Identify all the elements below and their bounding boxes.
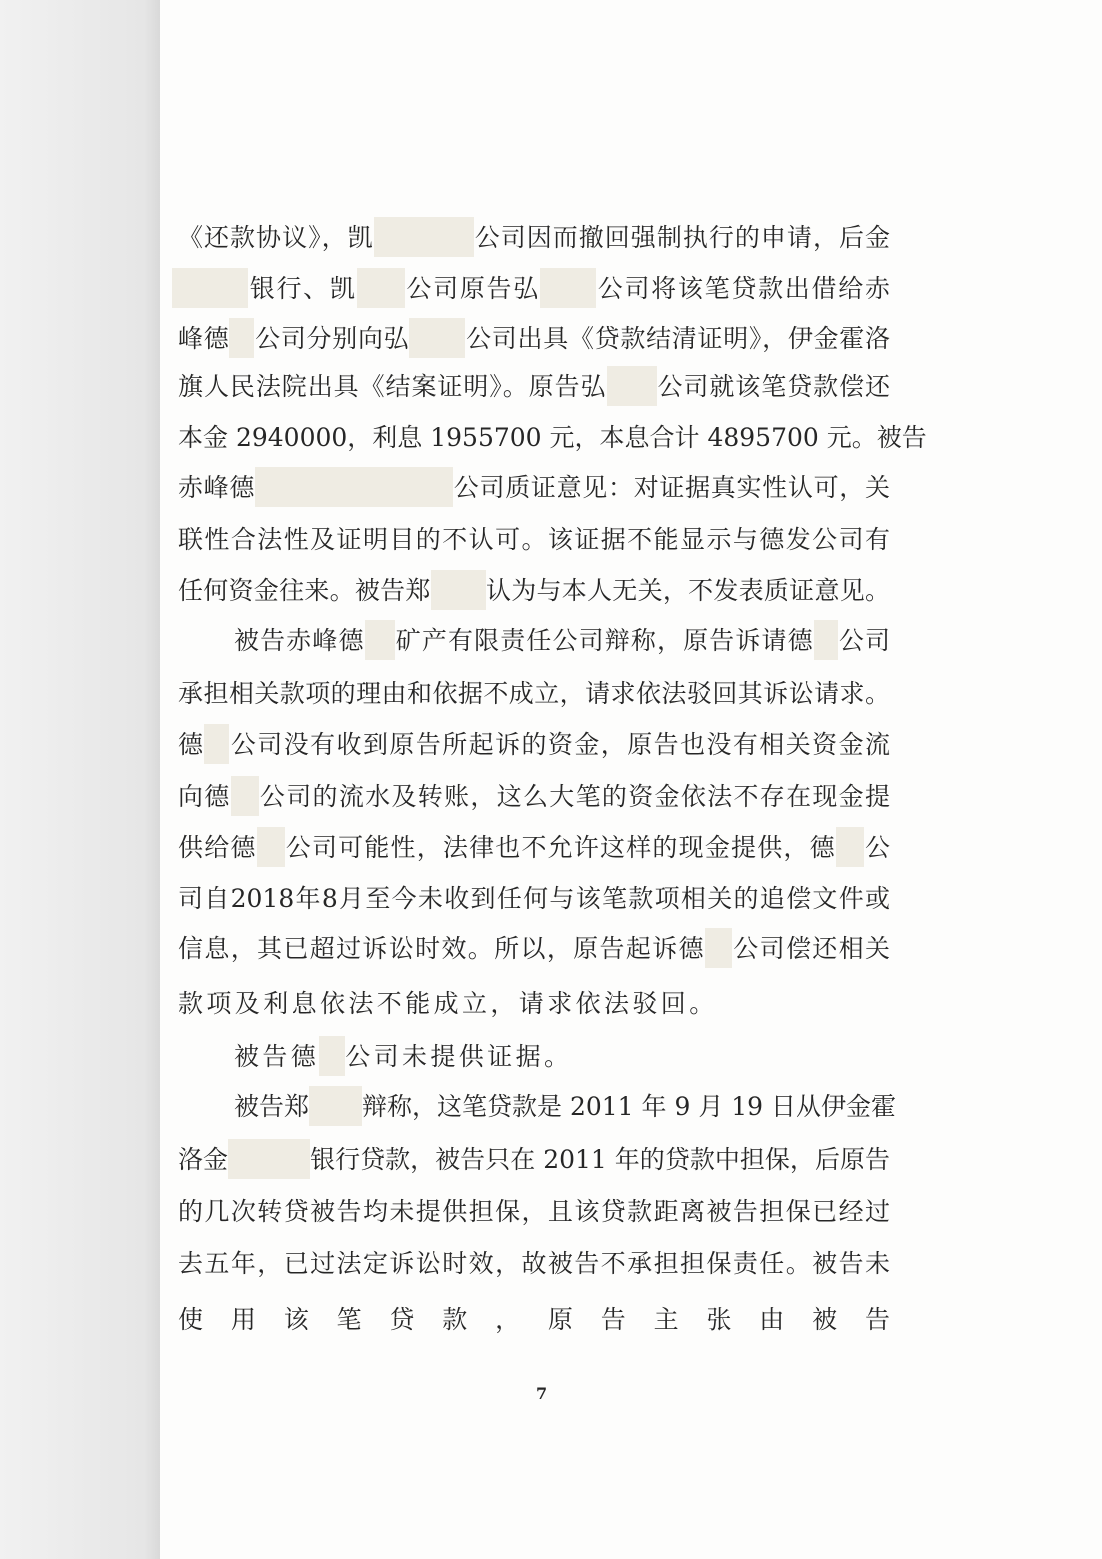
text-line	[178, 1143, 890, 1177]
text-line	[178, 1195, 890, 1229]
redaction	[255, 467, 453, 507]
redaction	[365, 620, 395, 660]
text: 公司未提供证据。	[345, 1042, 573, 1071]
text-line	[178, 322, 890, 356]
text-line	[178, 421, 927, 455]
text-line	[178, 471, 890, 505]
text: 司自2018年8月至今未收到任何与该笔款项相关的追偿文件或	[178, 884, 890, 913]
text: 银行贷款，被告只在 2011 年的贷款中担保，后原告	[310, 1145, 890, 1174]
redaction	[431, 570, 486, 610]
text: 公司的流水及转账，这么大笔的资金依法不存在现金提	[258, 782, 890, 811]
text: 公司偿还相关	[731, 934, 890, 963]
redaction	[540, 268, 596, 308]
text: 供给德	[178, 833, 257, 862]
text: 公司因而撤回强制执行的申请，后金	[473, 223, 890, 252]
redaction	[705, 928, 732, 968]
page-number: 7	[536, 1384, 548, 1403]
text-line	[178, 1303, 890, 1337]
text: 公司可能性，法律也不允许这样的现金提供，德	[284, 833, 836, 862]
redaction	[172, 268, 248, 308]
redaction	[836, 827, 864, 867]
redaction	[229, 318, 254, 358]
redaction	[409, 318, 465, 358]
redaction	[814, 620, 838, 660]
text-line	[178, 987, 890, 1021]
text: 本金 2940000，利息 1955700 元，本息合计 4895700 元。被告	[178, 423, 927, 452]
redaction	[228, 1139, 310, 1179]
redaction	[319, 1036, 345, 1076]
text: 承担相关款项的理由和依据不成立，请求依法驳回其诉讼请求。	[178, 679, 890, 708]
text: 使用该笔贷款，原告主张由被告	[178, 1305, 890, 1334]
text: 赤峰德	[178, 473, 256, 502]
text-line	[178, 780, 890, 814]
text-line	[234, 624, 890, 658]
text: 公司没有收到原告所起诉的资金，原告也没有相关资金流	[229, 730, 890, 759]
text: 公司将该笔贷款出借给赤	[596, 274, 890, 303]
redaction	[309, 1086, 362, 1126]
text: 公司原告弘	[404, 274, 540, 303]
text: 峰德	[178, 324, 230, 353]
redaction	[257, 827, 285, 867]
scan-edge	[0, 0, 160, 1559]
text: 矿产有限责任公司辩称，原告诉请德	[394, 626, 814, 655]
text-line	[178, 677, 890, 711]
text: 公司就该笔贷款偿还	[656, 372, 890, 401]
text-line	[178, 272, 890, 306]
text: 信息，其已超过诉讼时效。所以，原告起诉德	[178, 934, 705, 963]
text: 洛金	[178, 1145, 229, 1174]
text-line	[178, 574, 890, 608]
redaction	[607, 366, 657, 406]
text-line	[178, 831, 890, 865]
text-line	[178, 1247, 890, 1281]
text: 公司质证意见：对证据真实性认可，关	[453, 473, 890, 502]
text: 被告赤峰德	[234, 626, 365, 655]
redaction	[374, 217, 474, 257]
text: 联性合法性及证明目的不认可。该证据不能显示与德发公司有	[178, 525, 890, 554]
text: 的几次转贷被告均未提供担保，且该贷款距离被告担保已经过	[178, 1197, 890, 1226]
text-line	[234, 1040, 890, 1074]
text: 款项及利息依法不能成立，请求依法驳回。	[178, 989, 718, 1018]
text-line	[178, 728, 890, 762]
text: 公司	[837, 626, 890, 655]
text: 德	[178, 730, 205, 759]
text: 公司出具《贷款结清证明》，伊金霍洛	[465, 324, 890, 353]
text: 向德	[178, 782, 231, 811]
text: 任何资金往来。被告郑	[178, 576, 431, 605]
redaction	[357, 268, 405, 308]
text: 去五年，已过法定诉讼时效，故被告不承担担保责任。被告未	[178, 1249, 890, 1278]
redaction	[231, 776, 259, 816]
text-line	[234, 1090, 897, 1124]
text-line	[178, 221, 890, 255]
text: 银行、凯	[248, 274, 357, 303]
text: 《还款协议》，凯	[178, 223, 374, 252]
text-line	[178, 523, 890, 557]
text: 被告郑	[234, 1092, 310, 1121]
text: 辩称，这笔贷款是 2011 年 9 月 19 日从伊金霍	[362, 1092, 897, 1121]
text: 公	[863, 833, 890, 862]
text: 旗人民法院出具《结案证明》。原告弘	[178, 372, 607, 401]
text-line	[178, 370, 890, 404]
text: 被告德	[234, 1042, 320, 1071]
text-line	[178, 882, 890, 916]
text-line	[178, 932, 890, 966]
text: 公司分别向弘	[254, 324, 410, 353]
redaction	[204, 724, 229, 764]
text: 认为与本人无关，不发表质证意见。	[485, 576, 890, 605]
